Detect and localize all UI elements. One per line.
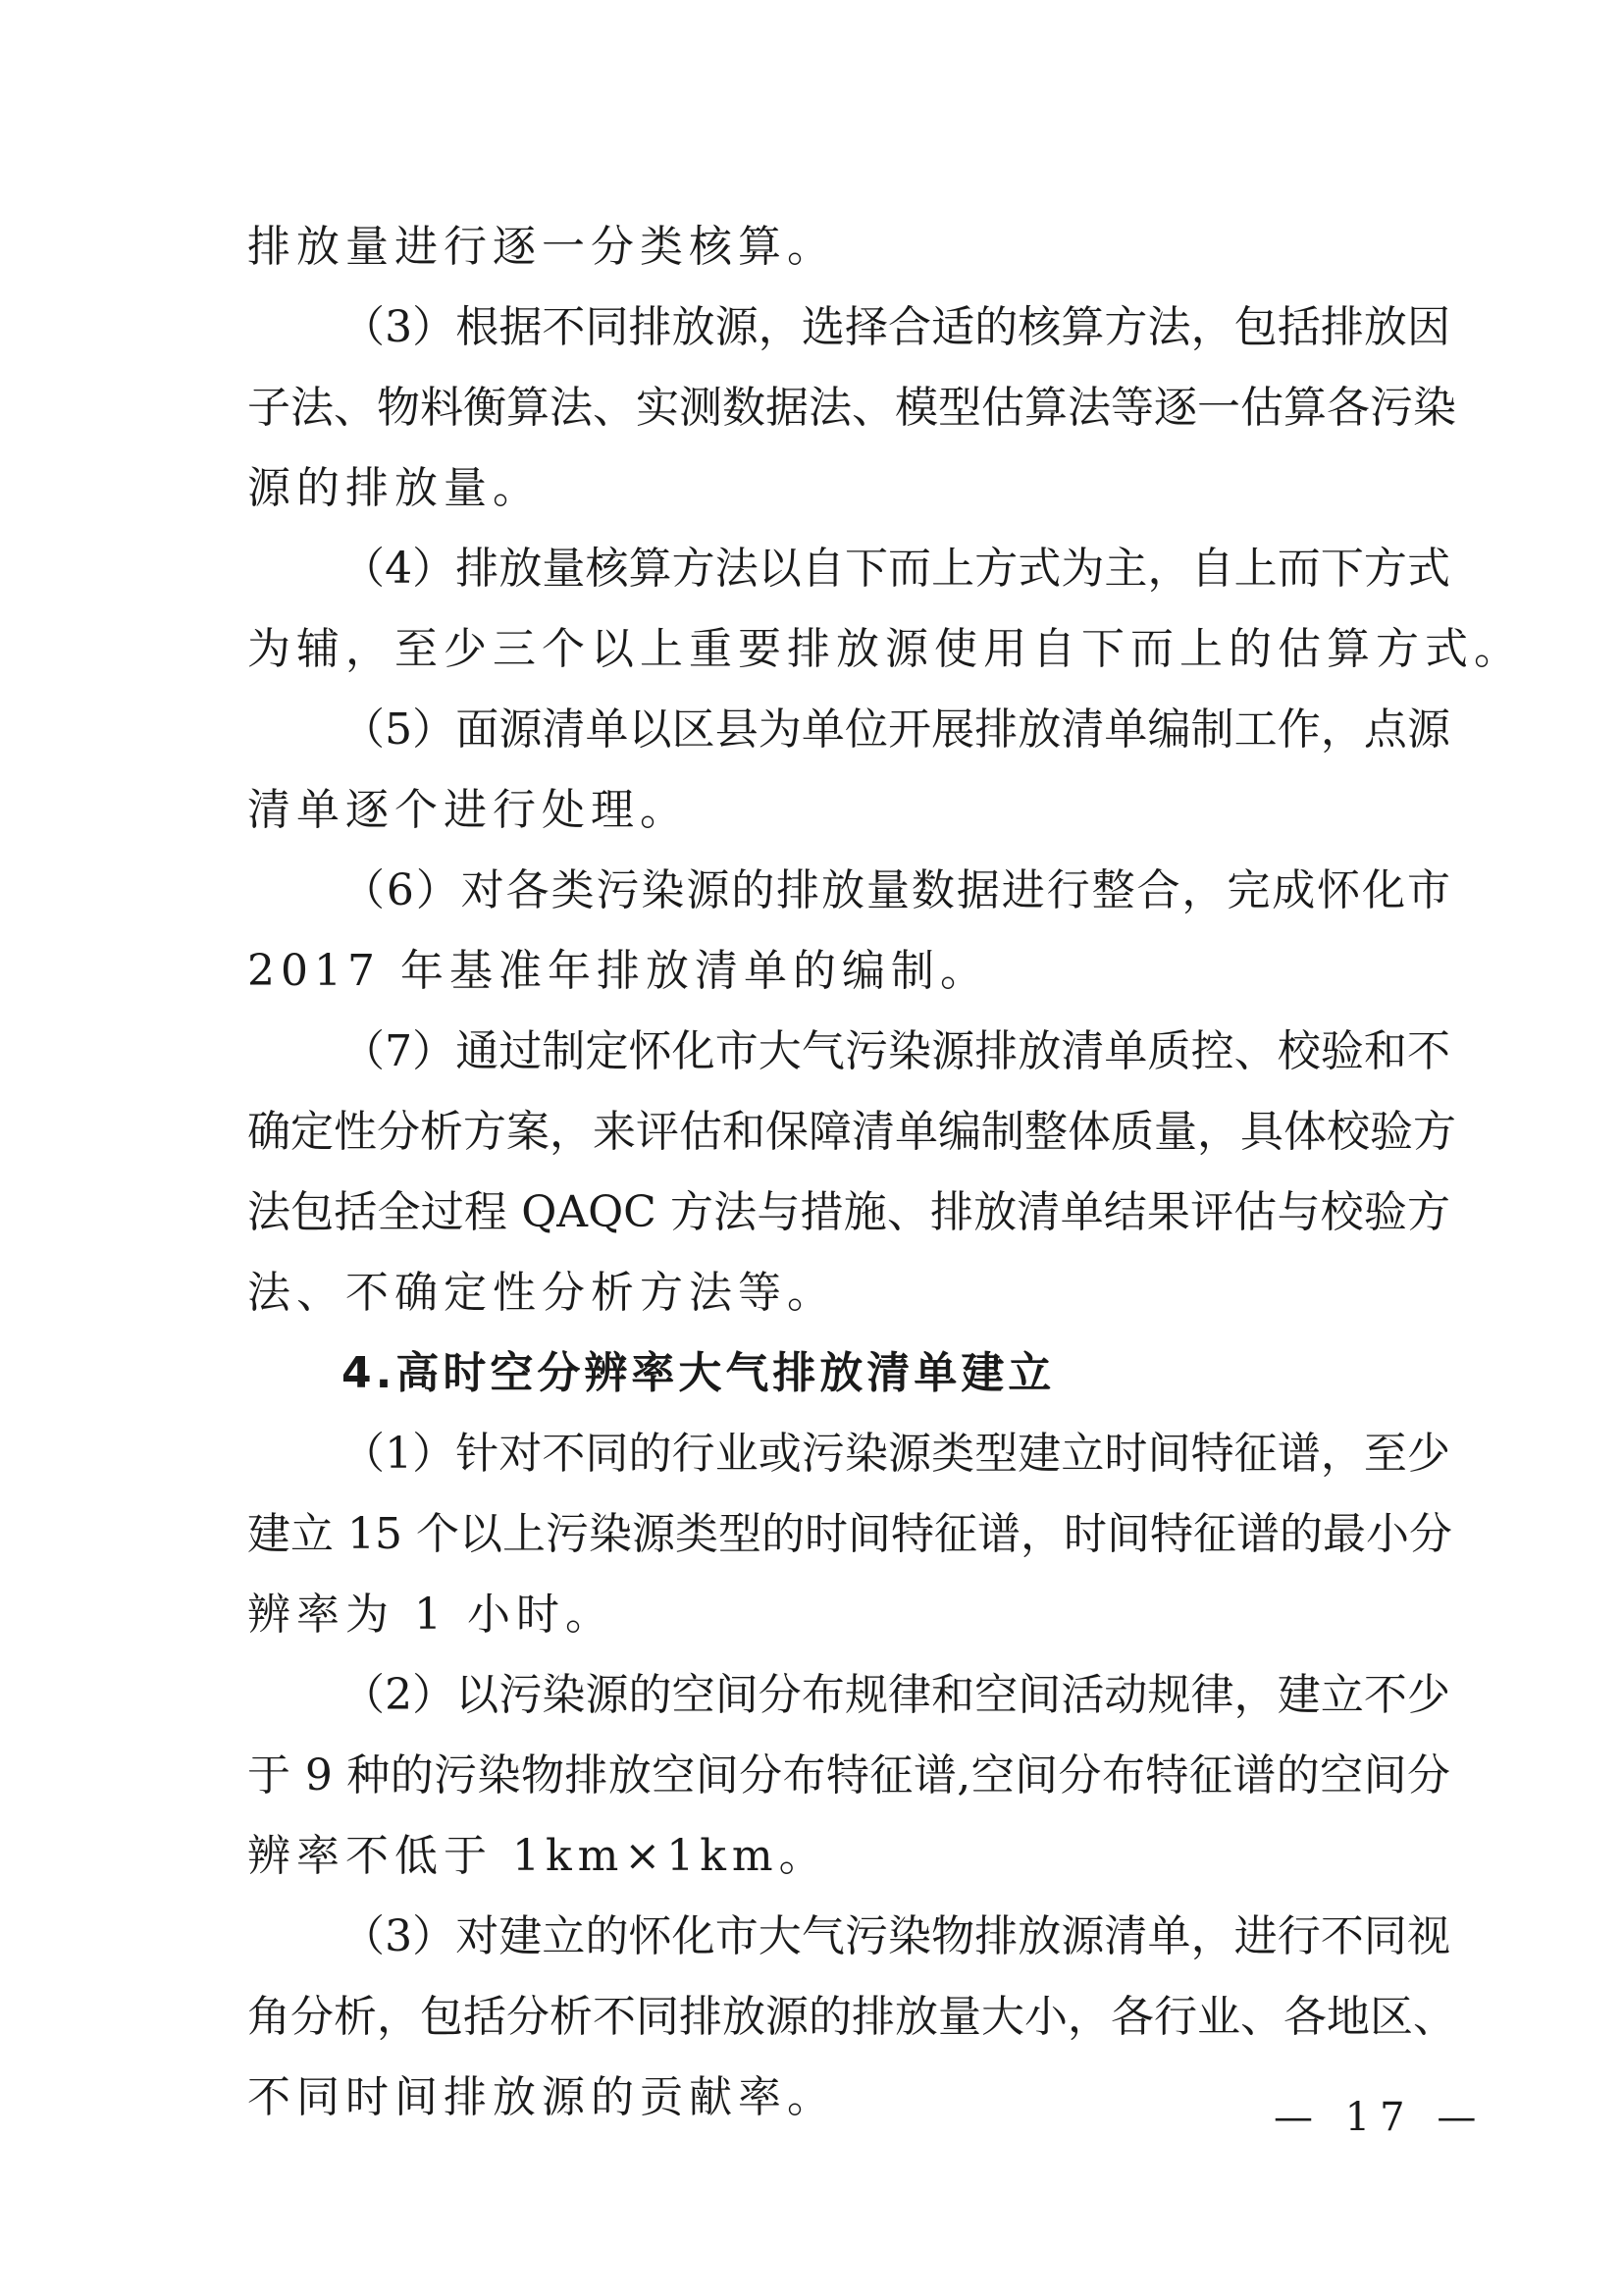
text-line: （3）对建立的怀化市大气污染物排放源清单，进行不同视: [341, 1911, 1450, 1961]
text-line: （6）对各类污染源的排放量数据进行整合，完成怀化市: [341, 865, 1450, 915]
text-line: 2017 年基准年排放清单的编制。: [247, 946, 989, 996]
text-line: （7）通过制定怀化市大气污染源排放清单质控、校验和不: [341, 1026, 1450, 1076]
text-line: 源的排放量。: [247, 463, 542, 513]
text-line: 不同时间排放源的贡献率。: [247, 2072, 836, 2122]
text-line: 角分析，包括分析不同排放源的排放量大小，各行业、各地区、: [247, 1992, 1456, 2042]
text-line: 清单逐个进行处理。: [247, 785, 689, 835]
text-line: 法、不确定性分析方法等。: [247, 1268, 836, 1318]
section-heading: 4.高时空分辨率大气排放清单建立: [341, 1348, 1056, 1398]
page-number: — 17 —: [1274, 2095, 1487, 2140]
text-line: 子法、物料衡算法、实测数据法、模型估算法等逐一估算各污染: [247, 383, 1456, 433]
text-line: 辨率不低于 1km×1km。: [247, 1831, 828, 1881]
text-line: 于 9 种的污染物排放空间分布特征谱,空间分布特征谱的空间分: [247, 1750, 1450, 1800]
text-line: （5）面源清单以区县为单位开展排放清单编制工作，点源: [341, 704, 1450, 755]
text-line: （2）以污染源的空间分布规律和空间活动规律，建立不少: [341, 1670, 1450, 1720]
text-line: （4）排放量核算方法以自下而上方式为主，自上而下方式: [341, 544, 1450, 594]
text-line: （3）根据不同排放源，选择合适的核算方法，包括排放因: [341, 302, 1450, 352]
text-line: 建立 15 个以上污染源类型的时间特征谱，时间特征谱的最小分: [247, 1509, 1452, 1559]
text-line: 排放量进行逐一分类核算。: [247, 222, 836, 272]
text-line: （1）针对不同的行业或污染源类型建立时间特征谱，至少: [341, 1429, 1450, 1479]
text-line: 确定性分析方案，来评估和保障清单编制整体质量，具体校验方: [247, 1107, 1456, 1157]
text-line: 辨率为 1 小时。: [247, 1590, 614, 1640]
text-line: 法包括全过程 QAQC 方法与措施、排放清单结果评估与校验方: [247, 1187, 1450, 1237]
text-line: 为辅，至少三个以上重要排放源使用自下而上的估算方式。: [247, 624, 1523, 674]
